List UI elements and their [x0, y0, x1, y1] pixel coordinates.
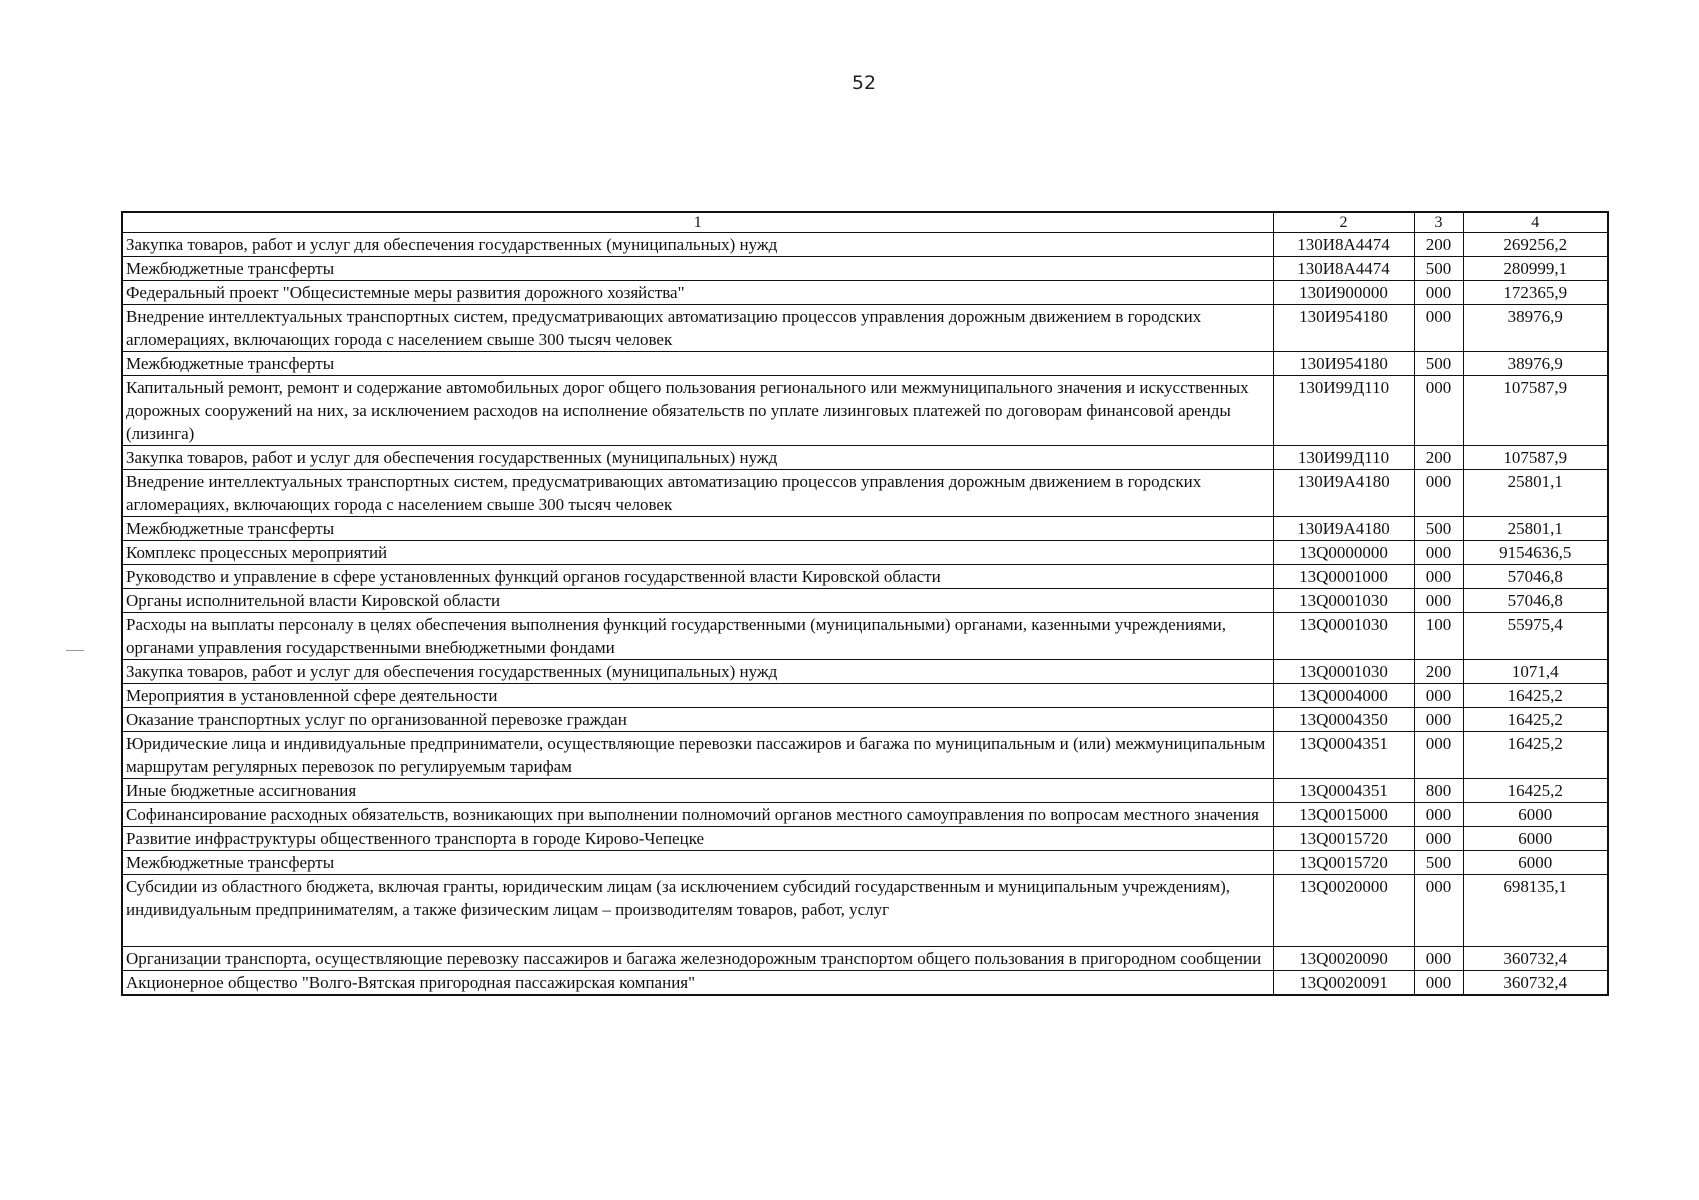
- row-code: 13Q0020091: [1273, 971, 1414, 996]
- header-row: [122, 212, 1608, 233]
- table-row: [122, 779, 1608, 803]
- row-name: Внедрение интеллектуальных транспортных систем, предусматривающих автоматизацию процессов управления дорожным движением в городских агломерациях, включающих города с населением свыше 300 тысяч человек: [122, 305, 1273, 352]
- row-type: 000: [1414, 470, 1463, 517]
- row-code: 130И99Д110: [1273, 376, 1414, 446]
- row-code: 13Q0000000: [1273, 541, 1414, 565]
- row-amount: 6000: [1463, 827, 1608, 851]
- row-code: 130И954180: [1273, 352, 1414, 376]
- table-row: [122, 851, 1608, 875]
- row-type: 500: [1414, 851, 1463, 875]
- row-amount: 57046,8: [1463, 565, 1608, 589]
- row-type: 000: [1414, 376, 1463, 446]
- row-code: 130И8А4474: [1273, 257, 1414, 281]
- row-amount: 107587,9: [1463, 446, 1608, 470]
- row-amount: 9154636,5: [1463, 541, 1608, 565]
- row-code: 13Q0004351: [1273, 779, 1414, 803]
- row-amount: 16425,2: [1463, 779, 1608, 803]
- row-amount: 16425,2: [1463, 708, 1608, 732]
- row-code: 130И8А4474: [1273, 233, 1414, 257]
- table-row: [122, 613, 1608, 660]
- row-amount: 25801,1: [1463, 470, 1608, 517]
- row-name: Внедрение интеллектуальных транспортных систем, предусматривающих автоматизацию процессов управления дорожным движением в городских агломерациях, включающих города с населением свыше 300 тысяч человек: [122, 470, 1273, 517]
- table-row: [122, 803, 1608, 827]
- row-name: Межбюджетные трансферты: [122, 257, 1273, 281]
- row-name: Закупка товаров, работ и услуг для обеспечения государственных (муниципальных) нужд: [122, 660, 1273, 684]
- row-code: 130И900000: [1273, 281, 1414, 305]
- row-code: 130И9А4180: [1273, 470, 1414, 517]
- row-type: 000: [1414, 589, 1463, 613]
- row-name: Межбюджетные трансферты: [122, 352, 1273, 376]
- table-row: [122, 470, 1608, 517]
- row-code: 130И9А4180: [1273, 517, 1414, 541]
- row-type: 200: [1414, 660, 1463, 684]
- row-name: Софинансирование расходных обязательств, возникающих при выполнении полномочий органов местного самоуправления по вопросам местного значения: [122, 803, 1273, 827]
- table-row: [122, 565, 1608, 589]
- row-code: 13Q0004000: [1273, 684, 1414, 708]
- row-name: Закупка товаров, работ и услуг для обеспечения государственных (муниципальных) нужд: [122, 233, 1273, 257]
- row-type: 000: [1414, 732, 1463, 779]
- row-code: 13Q0001000: [1273, 565, 1414, 589]
- table-row: [122, 305, 1608, 352]
- row-name: Межбюджетные трансферты: [122, 851, 1273, 875]
- table-row: [122, 660, 1608, 684]
- table-row: [122, 732, 1608, 779]
- table-row: [122, 281, 1608, 305]
- table-row: [122, 947, 1608, 971]
- row-name: Комплекс процессных мероприятий: [122, 541, 1273, 565]
- row-amount: 55975,4: [1463, 613, 1608, 660]
- row-code: 13Q0001030: [1273, 660, 1414, 684]
- table-row: [122, 708, 1608, 732]
- row-type: 000: [1414, 305, 1463, 352]
- page-number: 52: [851, 72, 877, 94]
- row-type: 000: [1414, 708, 1463, 732]
- row-amount: 16425,2: [1463, 684, 1608, 708]
- row-type: 000: [1414, 827, 1463, 851]
- row-amount: 360732,4: [1463, 971, 1608, 996]
- row-name: Развитие инфраструктуры общественного транспорта в городе Кирово-Чепецке: [122, 827, 1273, 851]
- row-code: 13Q0015720: [1273, 827, 1414, 851]
- row-amount: 16425,2: [1463, 732, 1608, 779]
- row-amount: 25801,1: [1463, 517, 1608, 541]
- row-type: 500: [1414, 352, 1463, 376]
- row-name: Капитальный ремонт, ремонт и содержание автомобильных дорог общего пользования регионального или межмуниципального значения и искусственных дорожных сооружений на них, за исключением расходов на исполнение обязательств по уплате лизинговых платежей по договорам финансовой аренды (лизинга): [122, 376, 1273, 446]
- row-name: Юридические лица и индивидуальные предприниматели, осуществляющие перевозки пассажиров и багажа по муниципальным и (или) межмуниципальным маршрутам регулярных перевозок по регулируемым тарифам: [122, 732, 1273, 779]
- row-code: 13Q0004351: [1273, 732, 1414, 779]
- header-col-2: 2: [1273, 212, 1414, 233]
- row-code: 13Q0020000: [1273, 875, 1414, 947]
- table-row: [122, 257, 1608, 281]
- row-amount: 107587,9: [1463, 376, 1608, 446]
- table-row: [122, 971, 1608, 996]
- row-amount: 6000: [1463, 803, 1608, 827]
- budget-table: [121, 211, 1609, 996]
- row-type: 200: [1414, 233, 1463, 257]
- row-amount: 698135,1: [1463, 875, 1608, 947]
- row-name: Федеральный проект "Общесистемные меры развития дорожного хозяйства": [122, 281, 1273, 305]
- row-code: 130И954180: [1273, 305, 1414, 352]
- row-name: Мероприятия в установленной сфере деятельности: [122, 684, 1273, 708]
- table-row: [122, 446, 1608, 470]
- row-code: 13Q0015720: [1273, 851, 1414, 875]
- header-col-1: 1: [122, 212, 1273, 233]
- row-type: 200: [1414, 446, 1463, 470]
- row-name: Акционерное общество "Волго-Вятская пригородная пассажирская компания": [122, 971, 1273, 996]
- table-row: [122, 233, 1608, 257]
- margin-mark: [66, 650, 84, 651]
- row-amount: 38976,9: [1463, 352, 1608, 376]
- table-row: [122, 517, 1608, 541]
- row-amount: 1071,4: [1463, 660, 1608, 684]
- row-type: 000: [1414, 971, 1463, 996]
- table-row: [122, 827, 1608, 851]
- row-code: 13Q0001030: [1273, 613, 1414, 660]
- row-type: 000: [1414, 281, 1463, 305]
- row-amount: 360732,4: [1463, 947, 1608, 971]
- row-amount: 172365,9: [1463, 281, 1608, 305]
- table-row: [122, 376, 1608, 446]
- row-name: Закупка товаров, работ и услуг для обеспечения государственных (муниципальных) нужд: [122, 446, 1273, 470]
- row-name: Расходы на выплаты персоналу в целях обеспечения выполнения функций государственными (муниципальными) органами, казенными учреждениями, органами управления государственными внебюджетными фондами: [122, 613, 1273, 660]
- table-row: [122, 684, 1608, 708]
- row-code: 13Q0004350: [1273, 708, 1414, 732]
- row-code: 13Q0015000: [1273, 803, 1414, 827]
- row-name: Иные бюджетные ассигнования: [122, 779, 1273, 803]
- row-code: 13Q0020090: [1273, 947, 1414, 971]
- row-name: Руководство и управление в сфере установленных функций органов государственной власти Кировской области: [122, 565, 1273, 589]
- row-amount: 38976,9: [1463, 305, 1608, 352]
- row-type: 000: [1414, 947, 1463, 971]
- table-row: [122, 541, 1608, 565]
- table-row: [122, 352, 1608, 376]
- row-amount: 269256,2: [1463, 233, 1608, 257]
- row-type: 000: [1414, 803, 1463, 827]
- row-type: 000: [1414, 875, 1463, 947]
- row-type: 800: [1414, 779, 1463, 803]
- row-type: 000: [1414, 684, 1463, 708]
- row-name: Органы исполнительной власти Кировской области: [122, 589, 1273, 613]
- table-row: [122, 875, 1608, 947]
- row-name: Оказание транспортных услуг по организованной перевозке граждан: [122, 708, 1273, 732]
- table-row: [122, 589, 1608, 613]
- row-type: 500: [1414, 257, 1463, 281]
- row-code: 13Q0001030: [1273, 589, 1414, 613]
- header-col-4: 4: [1463, 212, 1608, 233]
- row-name: Организации транспорта, осуществляющие перевозку пассажиров и багажа железнодорожным транспортом общего пользования в пригородном сообщении: [122, 947, 1273, 971]
- row-amount: 6000: [1463, 851, 1608, 875]
- header-col-3: 3: [1414, 212, 1463, 233]
- row-name: Межбюджетные трансферты: [122, 517, 1273, 541]
- row-type: 000: [1414, 565, 1463, 589]
- row-code: 130И99Д110: [1273, 446, 1414, 470]
- row-type: 100: [1414, 613, 1463, 660]
- row-name: Субсидии из областного бюджета, включая гранты, юридическим лицам (за исключением субсидий государственным и муниципальным учреждениям), индивидуальным предпринимателям, а также физическим лицам – производителям товаров, работ, услуг: [122, 875, 1273, 947]
- row-type: 500: [1414, 517, 1463, 541]
- row-amount: 57046,8: [1463, 589, 1608, 613]
- row-amount: 280999,1: [1463, 257, 1608, 281]
- row-type: 000: [1414, 541, 1463, 565]
